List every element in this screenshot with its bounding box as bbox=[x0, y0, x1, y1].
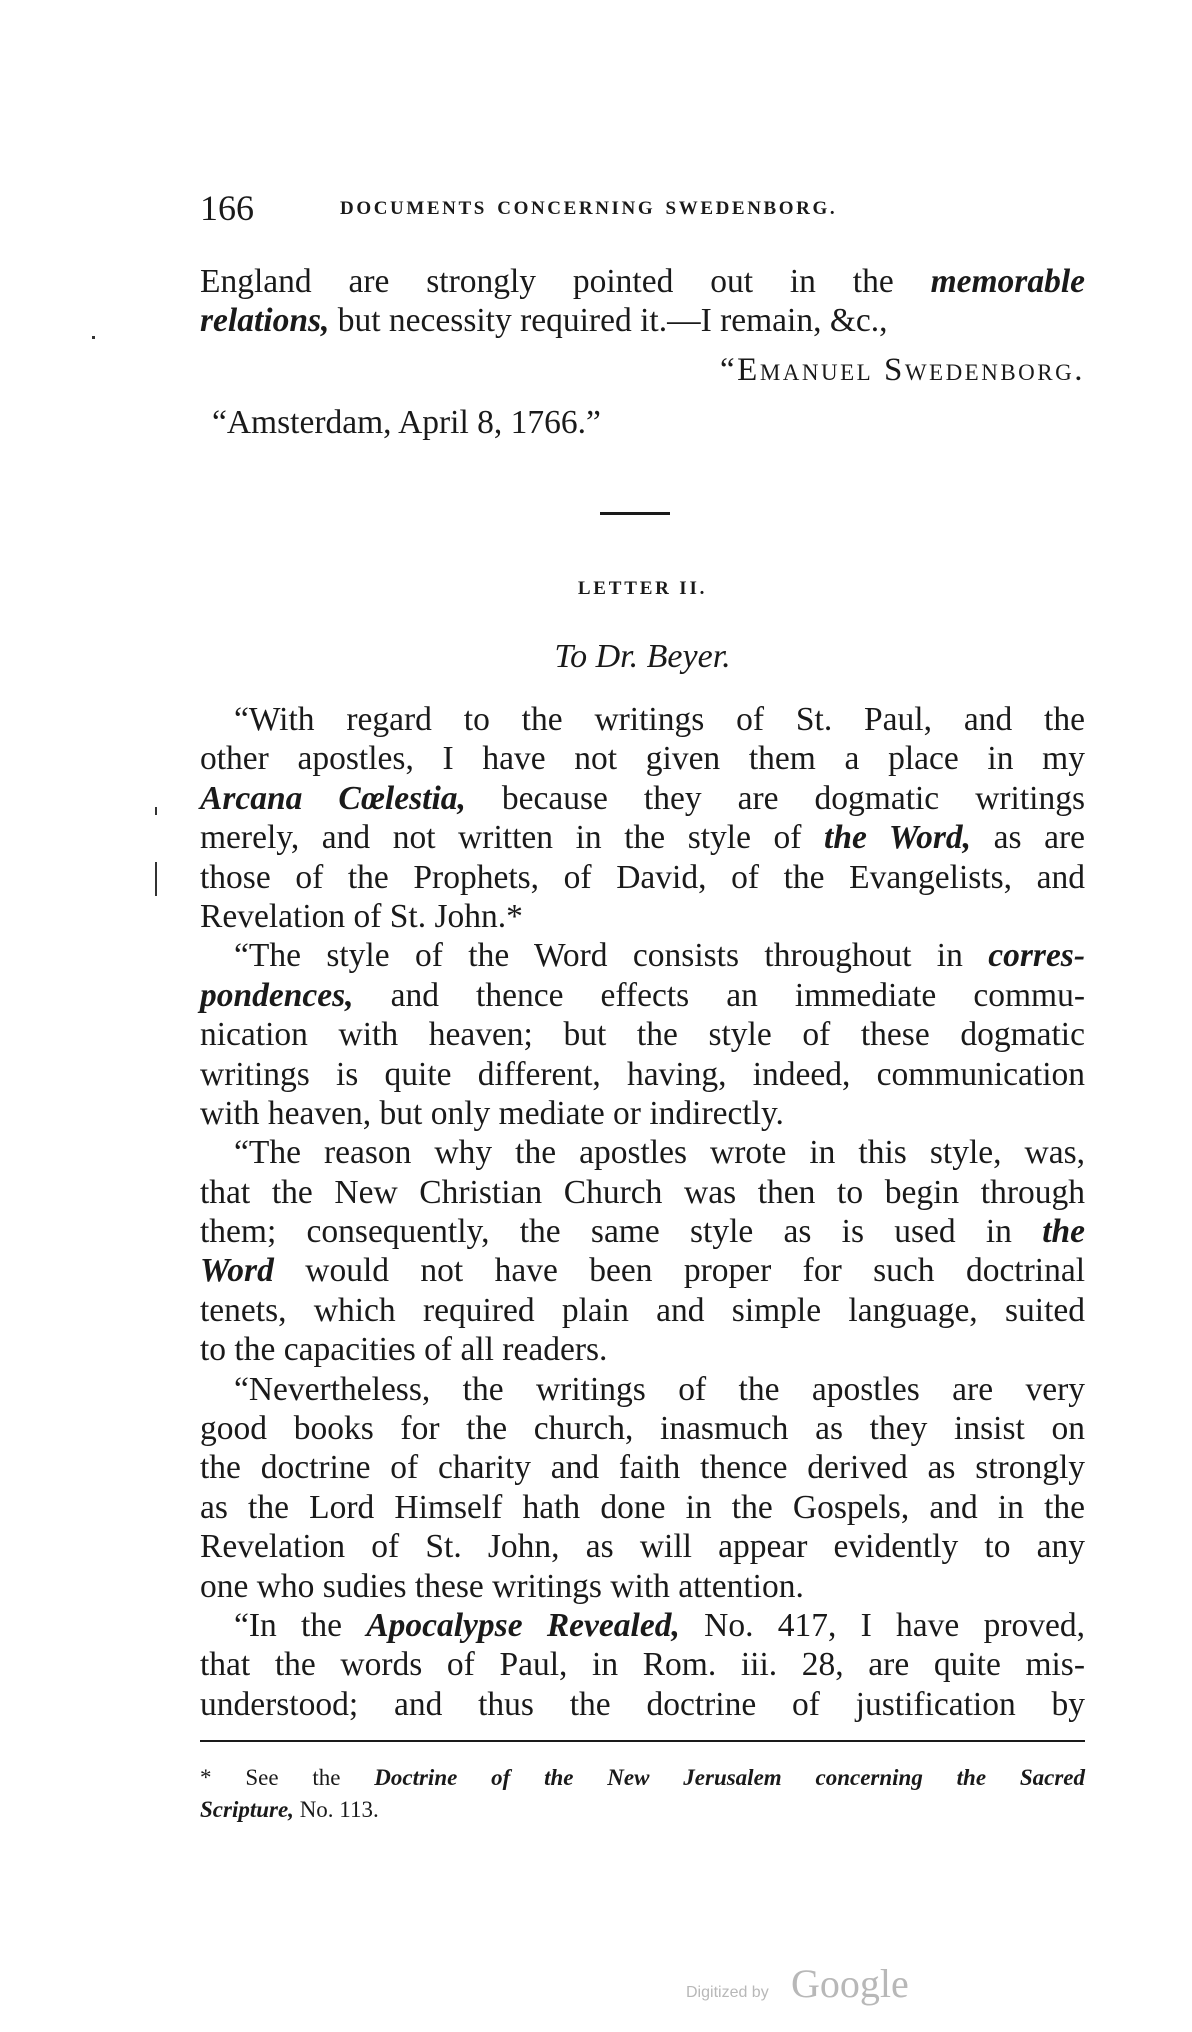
text-line: understood; and thus the doctrine of justification by bbox=[200, 1685, 1085, 1723]
page-number: 166 bbox=[200, 188, 254, 228]
footnote bbox=[200, 1762, 1085, 1826]
watermark-caption: Digitized by bbox=[686, 1984, 769, 2001]
dateline: “Amsterdam, April 8, 1766.” bbox=[212, 404, 601, 441]
letter-addressee: To Dr. Beyer. bbox=[554, 638, 731, 675]
text-line: Arcana Cœlestia, because they are dogmatic writings bbox=[200, 779, 1085, 817]
letter-heading: LETTER II. bbox=[577, 578, 708, 599]
text-line: “The style of the Word consists throughout in corres- bbox=[234, 937, 1086, 975]
text-line: merely, and not written in the style of the Word, as are bbox=[200, 819, 1085, 857]
running-title: DOCUMENTS CONCERNING SWEDENBORG. bbox=[340, 198, 838, 219]
text-line: Revelation of St. John.* bbox=[200, 897, 523, 935]
opening-text bbox=[200, 262, 1085, 341]
scan-speck bbox=[92, 336, 95, 339]
text-line: one who sudies these writings with attention. bbox=[200, 1567, 804, 1605]
text-line: Revelation of St. John, as will appear evidently to any bbox=[200, 1528, 1085, 1566]
margin-mark bbox=[155, 807, 157, 815]
text-line: writings is quite different, having, indeed, communication bbox=[200, 1055, 1085, 1093]
text-line: Word would not have been proper for such doctrinal bbox=[200, 1252, 1086, 1290]
margin-mark bbox=[155, 862, 157, 896]
text-line: them; consequently, the same style as is used in the bbox=[200, 1213, 1085, 1251]
text-line: “With regard to the writings of St. Paul, and the bbox=[234, 701, 1085, 738]
text-line: pondences, and thence effects an immediate commu- bbox=[200, 976, 1085, 1014]
text-line: that the words of Paul, in Rom. iii. 28, are quite mis- bbox=[200, 1646, 1085, 1684]
footnote-line: * See the Doctrine of the New Jerusalem concerning the Sacred bbox=[200, 1765, 1086, 1790]
text-line: with heaven, but only mediate or indirectly. bbox=[200, 1094, 784, 1132]
text-line: good books for the church, inasmuch as they insist on bbox=[200, 1410, 1085, 1448]
text-line: England are strongly pointed out in the memorable bbox=[200, 263, 1086, 300]
signature: “Emanuel Swedenborg. bbox=[720, 352, 1085, 388]
text-line: those of the Prophets, of David, of the Evangelists, and bbox=[200, 858, 1085, 896]
text-line: to the capacities of all readers. bbox=[200, 1331, 608, 1369]
letter-body bbox=[200, 700, 1085, 1724]
text-line: nication with heaven; but the style of these dogmatic bbox=[200, 1016, 1085, 1054]
text-line: “The reason why the apostles wrote in this style, was, bbox=[234, 1134, 1085, 1172]
text-line: tenets, which required plain and simple language, suited bbox=[200, 1291, 1085, 1329]
running-head bbox=[200, 186, 1080, 230]
google-logo: Google bbox=[791, 1961, 909, 2006]
footnote-divider bbox=[200, 1740, 1085, 1742]
footnote-line: Scripture, No. 113. bbox=[200, 1797, 379, 1822]
text-line: the doctrine of charity and faith thence derived as strongly bbox=[200, 1449, 1085, 1487]
text-line: that the New Christian Church was then to begin through bbox=[200, 1173, 1085, 1211]
text-line: other apostles, I have not given them a place in my bbox=[200, 740, 1085, 778]
digitized-watermark bbox=[686, 1960, 986, 2010]
text-line: as the Lord Himself hath done in the Gospels, and in the bbox=[200, 1488, 1085, 1526]
text-line: “Nevertheless, the writings of the apostles are very bbox=[234, 1370, 1085, 1408]
text-line: “In the Apocalypse Revealed, No. 417, I have proved, bbox=[234, 1606, 1085, 1644]
text-line: relations, but necessity required it.—I remain, &c., bbox=[200, 302, 888, 340]
section-divider bbox=[600, 512, 670, 515]
